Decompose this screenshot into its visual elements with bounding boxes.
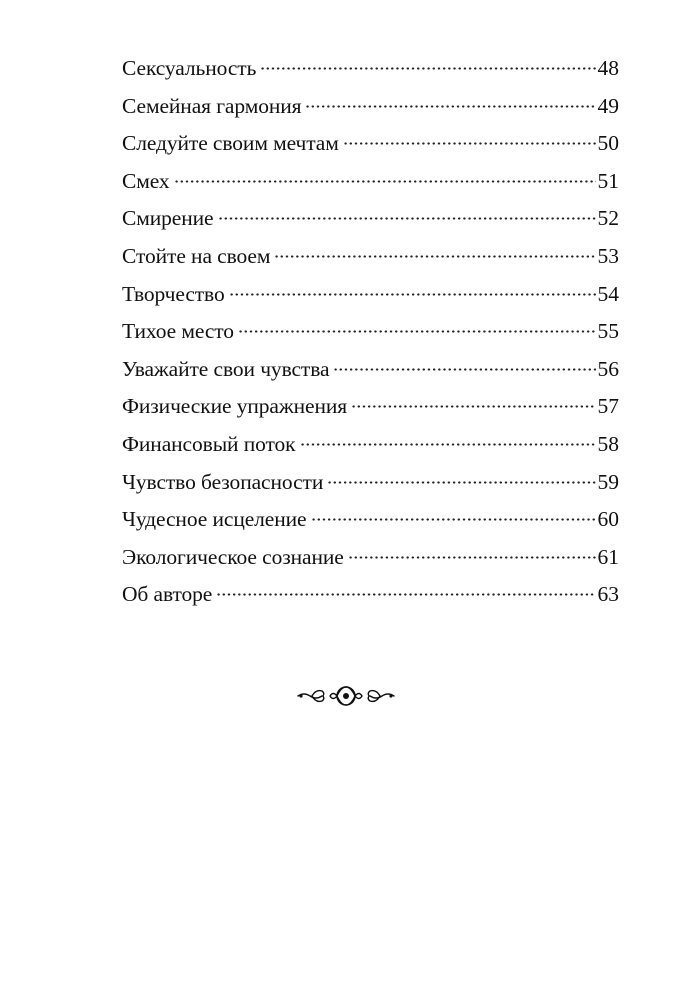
toc-entry-page: 58 bbox=[597, 431, 619, 456]
dot-leader bbox=[238, 330, 596, 333]
dot-leader bbox=[327, 481, 595, 484]
ornamental-divider-icon bbox=[296, 681, 396, 711]
dot-leader bbox=[343, 142, 596, 145]
dot-leader bbox=[300, 443, 596, 446]
toc-entry-page: 55 bbox=[597, 319, 619, 344]
dot-leader bbox=[274, 255, 595, 258]
dot-leader bbox=[218, 217, 596, 220]
toc-entry-page: 63 bbox=[597, 582, 619, 607]
toc-entry[interactable] bbox=[122, 426, 619, 464]
toc-entry[interactable] bbox=[122, 276, 619, 314]
toc-entry[interactable] bbox=[122, 388, 619, 426]
dot-leader bbox=[305, 105, 595, 108]
toc-entry-title: Стойте на своем bbox=[122, 243, 271, 268]
dot-leader bbox=[311, 518, 596, 521]
toc-entry-title: Экологическое сознание bbox=[122, 544, 344, 569]
dot-leader bbox=[229, 293, 596, 296]
toc-entry-title: Семейная гармония bbox=[122, 93, 302, 118]
toc-entry-page: 49 bbox=[597, 93, 619, 118]
toc-entry[interactable] bbox=[122, 351, 619, 389]
dot-leader bbox=[260, 67, 595, 70]
toc-entry[interactable] bbox=[122, 125, 619, 163]
dot-leader bbox=[348, 556, 596, 559]
toc-entry-page: 53 bbox=[597, 243, 619, 268]
toc-entry[interactable] bbox=[122, 576, 619, 614]
toc-entry[interactable] bbox=[122, 88, 619, 126]
toc-entry-title: Об авторе bbox=[122, 582, 213, 607]
toc-entry[interactable] bbox=[122, 50, 619, 88]
toc-entry-page: 48 bbox=[597, 56, 619, 80]
toc-entry[interactable] bbox=[122, 238, 619, 276]
toc-entry-title: Смирение bbox=[122, 206, 214, 231]
table-of-contents bbox=[122, 50, 619, 614]
toc-entry-title: Физические упражнения bbox=[122, 394, 348, 419]
toc-entry-page: 54 bbox=[597, 281, 619, 306]
toc-entry-title: Смех bbox=[122, 168, 170, 193]
toc-entry[interactable] bbox=[122, 313, 619, 351]
toc-entry-title: Чувство безопасности bbox=[122, 469, 324, 494]
toc-entry[interactable] bbox=[122, 163, 619, 201]
toc-entry-title: Сексуальность bbox=[122, 56, 257, 80]
toc-entry-page: 56 bbox=[597, 356, 619, 381]
toc-entry[interactable] bbox=[122, 464, 619, 502]
dot-leader bbox=[351, 405, 595, 408]
toc-entry-page: 59 bbox=[597, 469, 619, 494]
toc-entry-title: Тихое место bbox=[122, 319, 234, 344]
toc-entry-title: Уважайте свои чувства bbox=[122, 356, 330, 381]
toc-entry-title: Финансовый поток bbox=[122, 431, 296, 456]
toc-entry-page: 57 bbox=[597, 394, 619, 419]
toc-entry-title: Чудесное исцеление bbox=[122, 507, 307, 532]
toc-entry-page: 50 bbox=[597, 131, 619, 156]
dot-leader bbox=[216, 593, 595, 596]
toc-entry-page: 60 bbox=[597, 507, 619, 532]
toc-entry-title: Творчество bbox=[122, 281, 225, 306]
toc-entry[interactable] bbox=[122, 539, 619, 577]
toc-entry-title: Следуйте своим мечтам bbox=[122, 131, 339, 156]
toc-entry[interactable] bbox=[122, 200, 619, 238]
toc-entry-page: 52 bbox=[597, 206, 619, 231]
dot-leader bbox=[333, 368, 595, 371]
toc-entry-page: 51 bbox=[597, 168, 619, 193]
toc-entry-page: 61 bbox=[597, 544, 619, 569]
dot-leader bbox=[174, 180, 596, 183]
toc-entry[interactable] bbox=[122, 501, 619, 539]
